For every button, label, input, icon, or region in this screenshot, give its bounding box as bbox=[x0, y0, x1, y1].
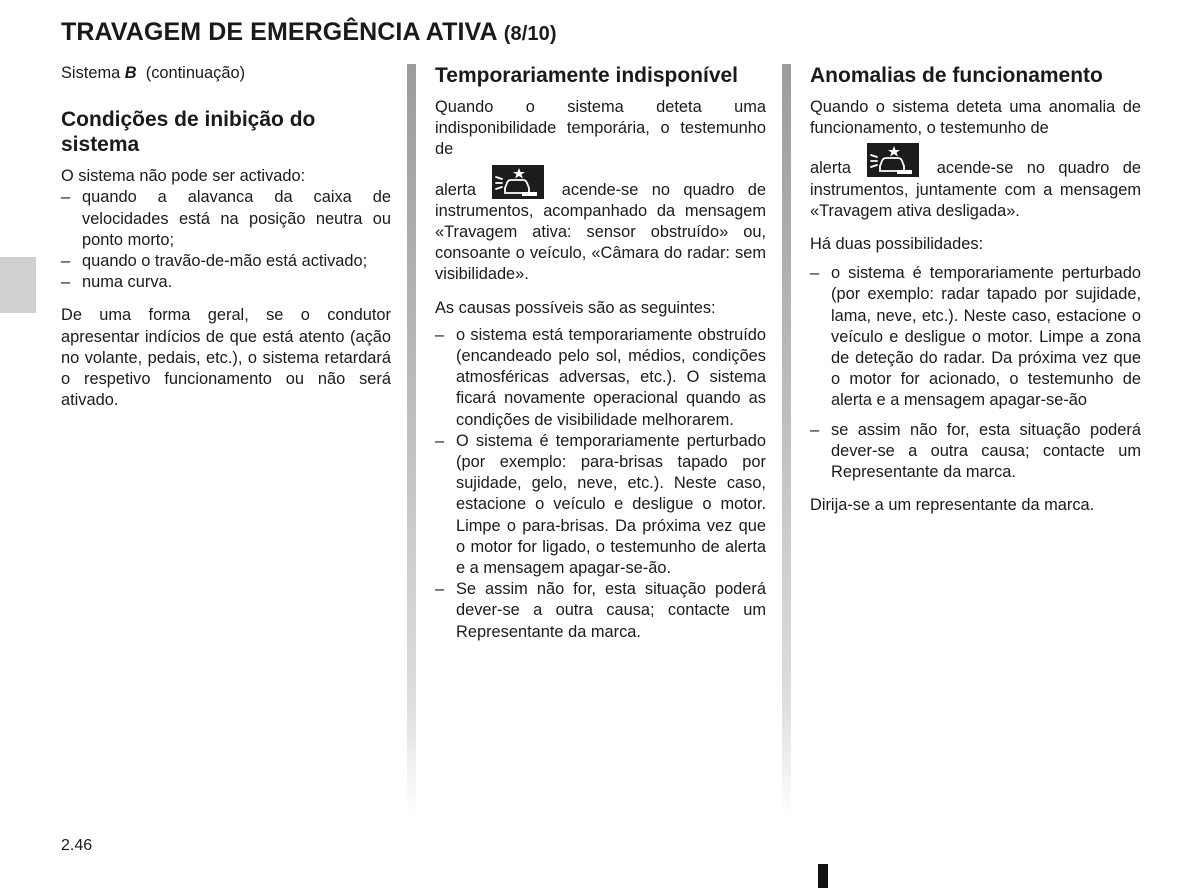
column-divider bbox=[782, 64, 791, 816]
unavailable-intro: Quando o sistema deteta uma indisponibilidade temporária, o testemunho de bbox=[435, 98, 766, 159]
list-item: – o sistema está temporariamente obstruído (encandeado pelo sol, médios, condições atmosféricas adversas, etc.). O sistema ficará novamente operacional quando as condições de visibilidade melhorarem. bbox=[435, 325, 766, 431]
causes-intro: As causas possíveis são as seguintes: bbox=[435, 298, 716, 317]
list-item: – o sistema é temporariamente perturbado (por exemplo: radar tapado por sujidade, lama, neve, etc.). Neste caso, estacione o veículo e desligue o motor. Limpe a zona de deteção do radar. Da próxima vez que o motor for acionado, o testemunho de alerta e a mensagem apagar-se-ão bbox=[810, 263, 1141, 411]
inhibition-list bbox=[61, 187, 391, 293]
system-prefix: Sistema bbox=[61, 64, 121, 82]
list-item: – numa curva. bbox=[61, 272, 391, 293]
system-letter: B bbox=[124, 64, 137, 82]
malfunction-alert-text bbox=[810, 143, 1141, 222]
inhibition-paragraph: De uma forma geral, se o condutor apresentar indícios de que está atento (ação no volante, pedais, etc.), o sistema retardará o respetivo funcionamento ou não será ativado. bbox=[61, 306, 391, 410]
list-item: – quando o travão-de-mão está activado; bbox=[61, 251, 391, 272]
inhibition-intro: O sistema não pode ser activado: bbox=[61, 167, 306, 186]
page-edge-marker bbox=[818, 864, 828, 888]
page-title bbox=[61, 18, 557, 47]
system-suffix: (continuação) bbox=[145, 64, 246, 82]
list-item: – Se assim não for, esta situação poderá dever-se a outra causa; contacte um Representante da marca. bbox=[435, 579, 766, 643]
alert-suffix: acende-se no quadro de instrumentos, juntamente com a mensagem «Travagem ativa desligada». bbox=[810, 159, 1141, 220]
system-label bbox=[61, 63, 391, 84]
column-divider bbox=[407, 64, 416, 816]
possibilities-list bbox=[810, 263, 1141, 483]
alert-prefix: alerta bbox=[435, 180, 477, 199]
list-item: – se assim não for, esta situação poderá dever-se a outra causa; contacte um Representante da marca. bbox=[810, 420, 1141, 484]
emergency-braking-warning-icon bbox=[867, 143, 919, 177]
alert-suffix: acende-se no quadro de instrumentos, acompanhado da mensagem «Travagem ativa: sensor obstruído» ou, consoante o veículo, «Câmara do radar: sem visibilidade». bbox=[435, 180, 766, 284]
page-counter: (8/10) bbox=[503, 23, 557, 45]
chapter-tab bbox=[0, 257, 36, 313]
possibilities-intro: Há duas possibilidades: bbox=[810, 235, 984, 254]
section-heading-unavailable: Temporariamente indisponível bbox=[435, 64, 739, 87]
unavailable-alert-text bbox=[435, 165, 766, 286]
emergency-braking-warning-icon bbox=[492, 165, 544, 199]
page-number: 2.46 bbox=[61, 837, 93, 854]
alert-prefix: alerta bbox=[810, 159, 852, 178]
list-item: – quando a alavanca da caixa de velocidades está na posição neutra ou ponto morto; bbox=[61, 187, 391, 251]
list-item: – O sistema é temporariamente perturbado (por exemplo: para-brisas tapado por sujidade, gelo, neve, etc.). Neste caso, estacione o veículo e desligue o motor. Limpe o para-brisas. Da próxima vez que o motor for ligado, o testemunho de alerta e a mensagem apagar-se-ão. bbox=[435, 431, 766, 579]
column-inhibition bbox=[61, 60, 391, 423]
column-malfunctions bbox=[810, 60, 1141, 528]
closing-paragraph: Dirija-se a um representante da marca. bbox=[810, 496, 1095, 515]
section-heading-malfunctions: Anomalias de funcionamento bbox=[810, 64, 1103, 87]
causes-list bbox=[435, 325, 766, 643]
column-temporarily-unavailable bbox=[435, 60, 766, 655]
section-heading-inhibition: Condições de inibição do sistema bbox=[61, 108, 316, 157]
page-title-text: TRAVAGEM DE EMERGÊNCIA ATIVA bbox=[61, 18, 497, 46]
malfunction-intro: Quando o sistema deteta uma anomalia de funcionamento, o testemunho de bbox=[810, 98, 1141, 138]
